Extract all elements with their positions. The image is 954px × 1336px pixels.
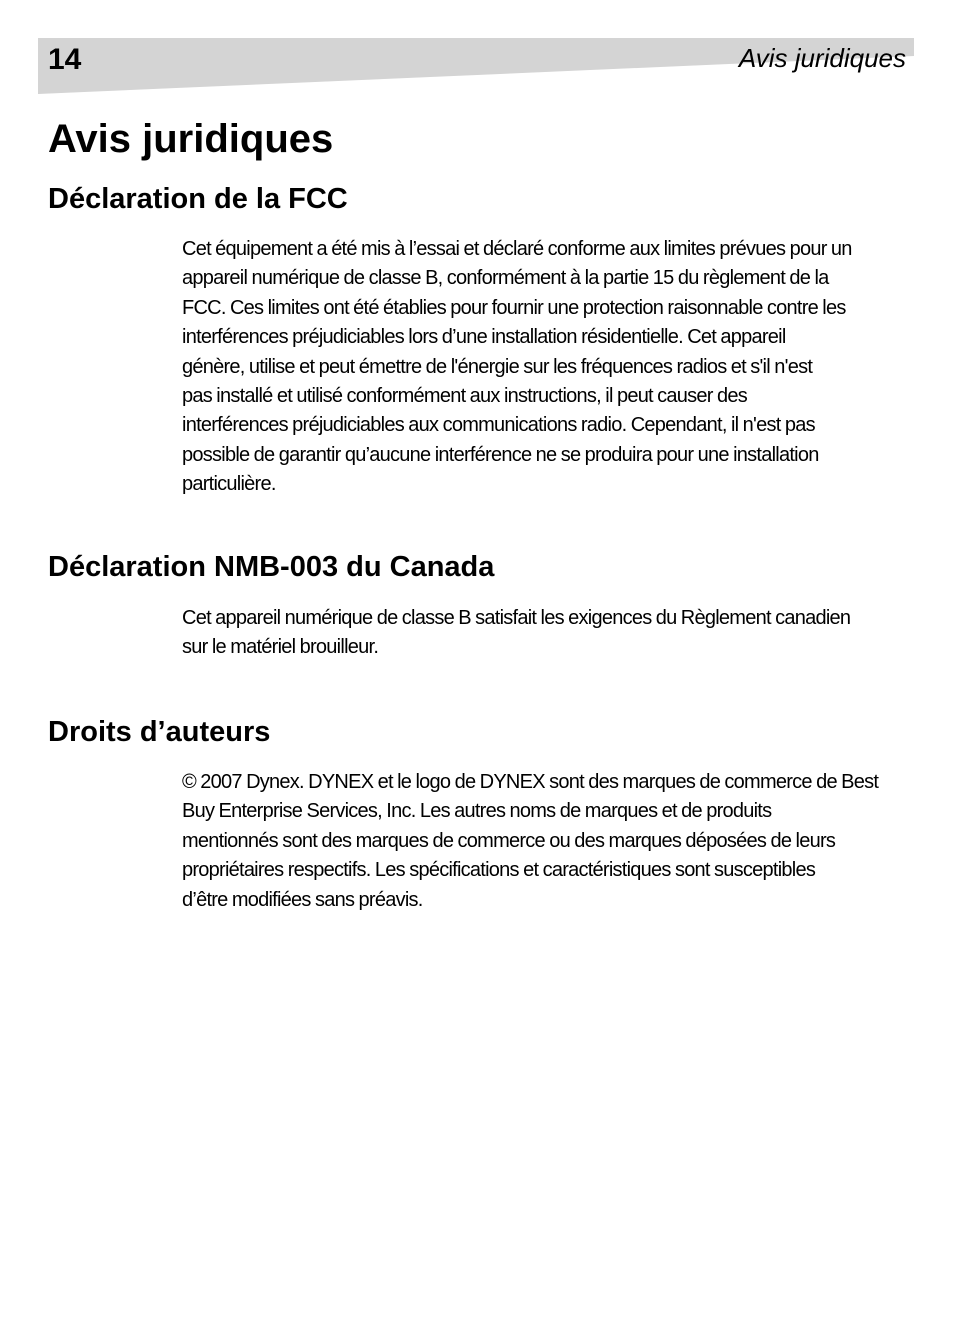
body-line: possible de garantir qu’aucune interférence ne se produira pour une installation xyxy=(182,443,819,466)
body-line: mentionnés sont des marques de commerce ou des marques déposées de leurs xyxy=(182,829,836,852)
page-title: Avis juridiques xyxy=(48,117,334,161)
body-line: d’être modifiées sans préavis. xyxy=(182,888,423,911)
body-line: génère, utilise et peut émettre de l'énergie sur les fréquences radios et s'il n'est xyxy=(182,355,813,378)
body-line: © 2007 Dynex. DYNEX et le logo de DYNEX sont des marques de commerce de Best xyxy=(182,771,879,793)
section-heading-copyright: Droits d’auteurs xyxy=(48,716,271,748)
body-line: appareil numérique de classe B, conformément à la partie 15 du règlement de la xyxy=(182,267,829,290)
section-heading-canada: Déclaration NMB-003 du Canada xyxy=(48,551,495,583)
body-line: Cet appareil numérique de classe B satisfait les exigences du Règlement canadien xyxy=(182,607,851,629)
body-line: sur le matériel brouilleur. xyxy=(182,636,379,659)
body-line: FCC. Ces limites ont été établies pour fournir une protection raisonnable contre les xyxy=(182,296,846,319)
section-body-fcc xyxy=(182,235,910,500)
page-number: 14 xyxy=(48,43,82,76)
body-line: propriétaires respectifs. Les spécifications et caractéristiques sont susceptibles xyxy=(182,859,816,882)
section-heading-fcc: Déclaration de la FCC xyxy=(48,183,348,215)
body-line: Cet équipement a été mis à l’essai et déclaré conforme aux limites prévues pour un xyxy=(182,238,852,260)
body-line: pas installé et utilisé conformément aux instructions, il peut causer des xyxy=(182,385,748,408)
section-body-copyright xyxy=(182,768,910,915)
body-line: particulière. xyxy=(182,473,276,496)
section-body-canada xyxy=(182,604,910,663)
body-line: interférences préjudiciables aux communications radio. Cependant, il n'est pas xyxy=(182,414,815,437)
body-line: interférences préjudiciables lors d’une installation résidentielle. Cet appareil xyxy=(182,326,786,349)
body-line: Buy Enterprise Services, Inc. Les autres noms de marques et de produits xyxy=(182,800,772,823)
running-head: Avis juridiques xyxy=(738,43,906,73)
